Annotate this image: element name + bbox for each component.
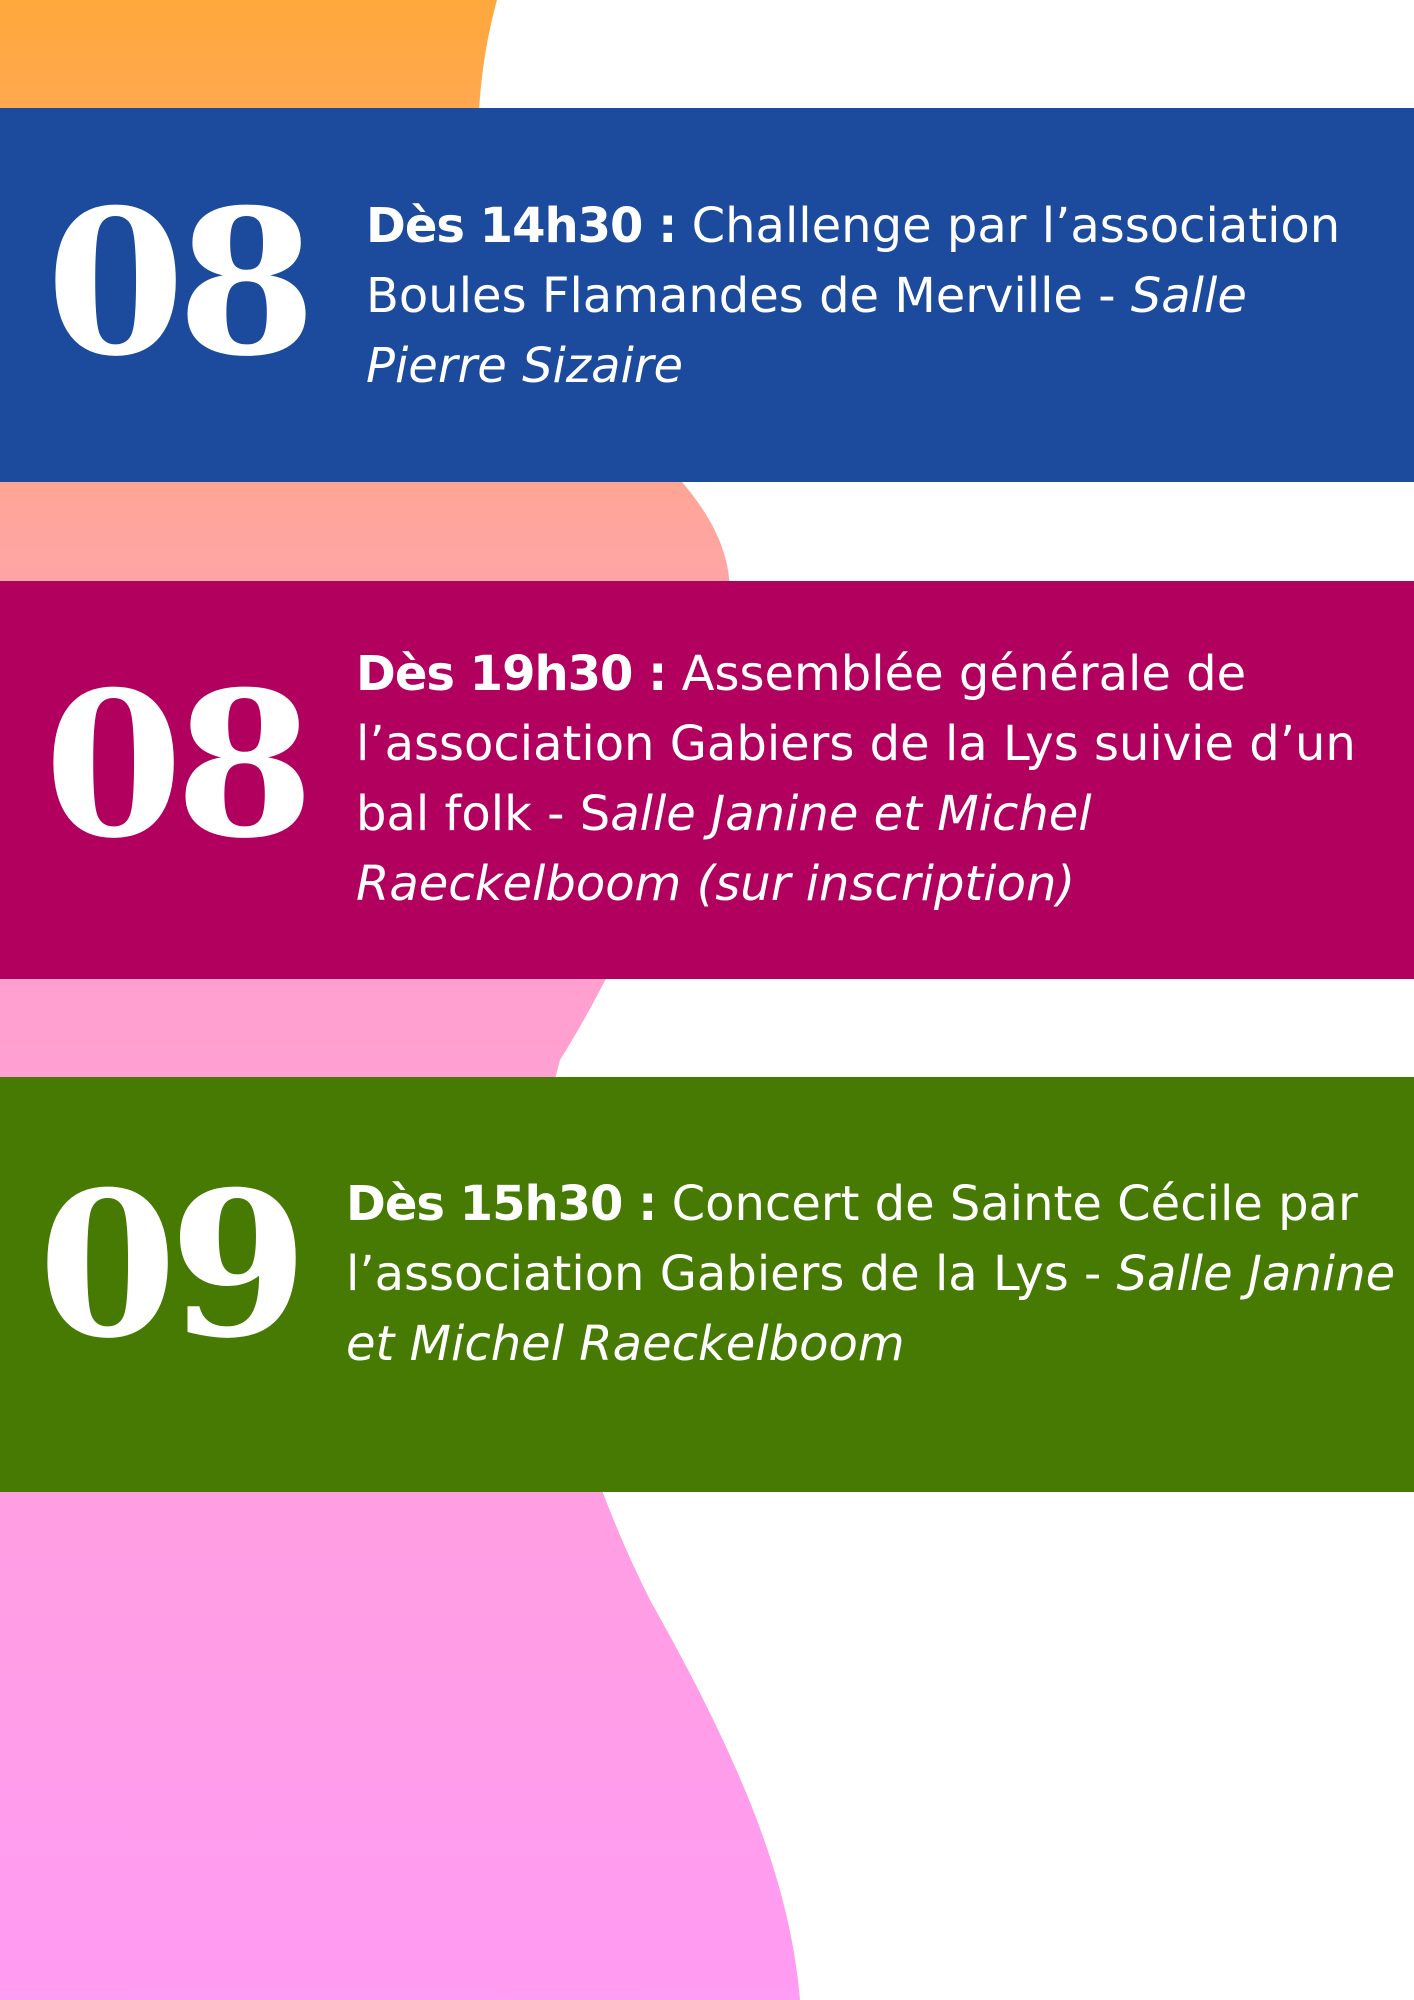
event-time: Dès 15h30 : [346,1176,657,1232]
event-text: Challenge par l’association Boules Flamandes de Merville - [366,198,1341,324]
event-day-number: 09 [38,1148,301,1383]
event-day-number: 08 [46,166,309,401]
event-time: Dès 19h30 : [356,646,667,702]
event-venue: Salle Pierre Sizaire [366,268,1247,394]
event-description [366,191,1376,401]
event-band-3 [0,1077,1414,1492]
event-band-1 [0,108,1414,482]
event-description [356,639,1396,919]
event-band-2 [0,581,1414,979]
event-time: Dès 14h30 : [366,198,677,254]
event-day-number: 08 [44,648,307,883]
event-venue: alle Janine et Michel Raeckelboom (sur inscription) [356,786,1092,912]
event-venue: Salle Janine et Michel Raeckelboom [346,1246,1396,1372]
event-text: Assemblée générale de l’association Gabiers de la Lys suivie d’un bal folk - S [356,646,1356,842]
event-text: Concert de Sainte Cécile par l’association Gabiers de la Lys - [346,1176,1358,1302]
event-description [346,1169,1396,1379]
